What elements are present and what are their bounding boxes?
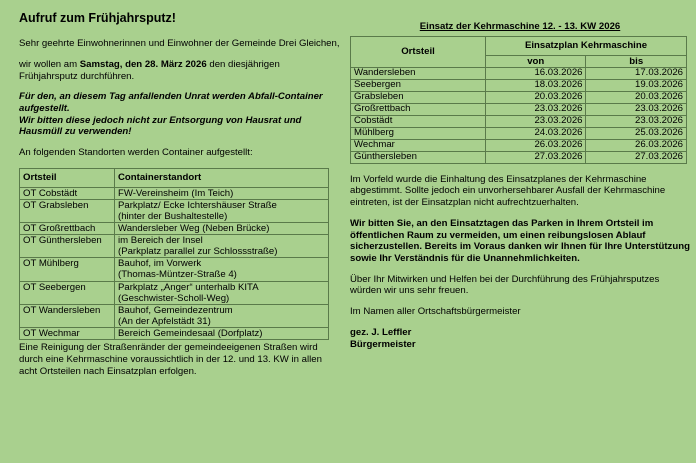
schedule-note: Im Vorfeld wurde die Einhaltung des Einsatzplanes der Kehrmaschine abgestimmt. Sollte jedoch ein unvorhersehbarer Ausfall der Kehrmaschine eintreten, ist der Einsatzplan nicht aufrechtzuerhalten. bbox=[350, 173, 666, 209]
standort-line: Bauhof, Gemeindezentrum bbox=[118, 304, 233, 316]
schedule-ortsteil: Mühlberg bbox=[351, 128, 486, 140]
location-standort bbox=[115, 328, 329, 340]
standort-line: Bereich Gemeindesaal (Dorfplatz) bbox=[118, 328, 263, 340]
thanks-text: Über Ihr Mitwirken und Helfen bei der Durchführung des Frühjahrsputzes würden wir uns sehr freuen. bbox=[350, 273, 660, 297]
schedule-bis: 25.03.2026 bbox=[586, 128, 687, 140]
table-row bbox=[20, 187, 329, 199]
schedule-von: 24.03.2026 bbox=[486, 128, 586, 140]
schedule-header-von: von bbox=[486, 55, 586, 68]
table-row bbox=[351, 128, 687, 140]
schedule-von: 26.03.2026 bbox=[486, 139, 586, 151]
schedule-header-plan: Einsatzplan Kehrmaschine bbox=[486, 36, 687, 55]
intro-post: den diesjährigen Frühjahrsputz durchführen. bbox=[19, 58, 280, 82]
page-title: Aufruf zum Frühjahrsputz! bbox=[19, 11, 176, 25]
location-ortsteil: OT Günthersleben bbox=[20, 235, 115, 258]
schedule-bis: 17.03.2026 bbox=[586, 68, 687, 80]
location-ortsteil: OT Cobstädt bbox=[20, 187, 115, 199]
schedule-von: 23.03.2026 bbox=[486, 116, 586, 128]
standort-line: Parkplatz/ Ecke Ichtershäuser Straße bbox=[118, 199, 277, 211]
schedule-ortsteil: Seebergen bbox=[351, 80, 486, 92]
standort-line: (An der Apfelstädt 31) bbox=[118, 315, 211, 327]
table-row bbox=[20, 199, 329, 222]
notice-line-1: Für den, an diesem Tag anfallenden Unrat werden Abfall-Container aufgestellt. bbox=[19, 91, 323, 115]
location-standort bbox=[115, 199, 329, 222]
schedule-ortsteil: Wandersleben bbox=[351, 68, 486, 80]
parking-request: Wir bitten Sie, an den Einsatztagen das Parken in Ihrem Ortsteil im öffentlichen Raum zu vermeiden, um einen reibungslosen Ablauf sicherzustellen. Bereits im Voraus danken wir Ihnen für Ihre Unterstützung sowie Ihr Verständnis für die Unannehmlichkeiten. bbox=[350, 217, 690, 264]
location-ortsteil: OT Mühlberg bbox=[20, 258, 115, 281]
schedule-von: 18.03.2026 bbox=[486, 80, 586, 92]
table-row bbox=[20, 222, 329, 234]
schedule-ortsteil: Günthersleben bbox=[351, 151, 486, 163]
signature-name: gez. J. Leffler bbox=[350, 326, 412, 338]
location-standort bbox=[115, 187, 329, 199]
location-standort bbox=[115, 281, 329, 304]
locations-table bbox=[19, 168, 329, 340]
schedule-bis: 19.03.2026 bbox=[586, 80, 687, 92]
standort-line: Wandersleber Weg (Neben Brücke) bbox=[118, 222, 270, 234]
standort-line: (Thomas-Müntzer-Straße 4) bbox=[118, 269, 237, 281]
location-ortsteil: OT Grabsleben bbox=[20, 199, 115, 222]
left-column bbox=[19, 11, 341, 377]
schedule-caption: Einsatz der Kehrmaschine 12. - 13. KW 2026 bbox=[419, 21, 621, 32]
schedule-header-ortsteil: Ortsteil bbox=[351, 36, 486, 68]
closing-text: Im Namen aller Ortschaftsbürgermeister bbox=[350, 306, 521, 318]
locations-table-header bbox=[20, 168, 329, 187]
location-standort bbox=[115, 304, 329, 327]
notice-line-2: Wir bitten diese jedoch nicht zur Entsorgung von Hausrat und Hausmüll zu verwenden! bbox=[19, 114, 302, 138]
table-row bbox=[351, 151, 687, 163]
table-row bbox=[20, 258, 329, 281]
greeting-text: Sehr geehrte Einwohnerinnen und Einwohner der Gemeinde Drei Gleichen, bbox=[19, 38, 340, 50]
right-column bbox=[350, 21, 690, 350]
location-standort bbox=[115, 235, 329, 258]
schedule-bis: 27.03.2026 bbox=[586, 151, 687, 163]
table-row bbox=[20, 328, 329, 340]
location-ortsteil: OT Seebergen bbox=[20, 281, 115, 304]
container-notice bbox=[19, 91, 341, 138]
schedule-ortsteil: Wechmar bbox=[351, 139, 486, 151]
schedule-table bbox=[350, 36, 687, 164]
schedule-bis: 23.03.2026 bbox=[586, 104, 687, 116]
table-row bbox=[351, 139, 687, 151]
location-standort bbox=[115, 222, 329, 234]
schedule-von: 23.03.2026 bbox=[486, 104, 586, 116]
standort-line: Parkplatz „Anger“ unterhalb KITA bbox=[118, 281, 259, 293]
schedule-ortsteil: Großrettbach bbox=[351, 104, 486, 116]
schedule-bis: 20.03.2026 bbox=[586, 92, 687, 104]
standort-line: im Bereich der Insel bbox=[118, 235, 203, 247]
intro-text bbox=[19, 59, 341, 82]
street-cleaning-note: Eine Reinigung der Straßenränder der gemeindeeigenen Straßen wird durch eine Kehrmaschine voraussichtlich in der 12. und 13. KW in allen acht Ortsteilen nach Einsatzplan erfolgen. bbox=[19, 342, 322, 377]
table-row bbox=[351, 116, 687, 128]
location-ortsteil: OT Wechmar bbox=[20, 328, 115, 340]
standort-line: (hinter der Bushaltestelle) bbox=[118, 210, 228, 222]
intro-date: Samstag, den 28. März 2026 bbox=[79, 58, 207, 70]
intro-pre: wir wollen am bbox=[19, 58, 80, 70]
signature-title: Bürgermeister bbox=[350, 338, 416, 350]
location-ortsteil: OT Großrettbach bbox=[20, 222, 115, 234]
standort-line: FW-Vereinsheim (Im Teich) bbox=[118, 187, 234, 199]
header-containerstandort: Containerstandort bbox=[115, 168, 329, 187]
location-ortsteil: OT Wandersleben bbox=[20, 304, 115, 327]
schedule-header-bis: bis bbox=[586, 55, 687, 68]
schedule-von: 20.03.2026 bbox=[486, 92, 586, 104]
schedule-von: 27.03.2026 bbox=[486, 151, 586, 163]
table-row bbox=[351, 92, 687, 104]
table-row bbox=[20, 281, 329, 304]
schedule-ortsteil: Cobstädt bbox=[351, 116, 486, 128]
standort-line: (Parkplatz parallel zur Schlossstraße) bbox=[118, 246, 278, 258]
table-row bbox=[351, 80, 687, 92]
standort-line: (Geschwister-Scholl-Weg) bbox=[118, 292, 230, 304]
schedule-header-row bbox=[351, 36, 687, 55]
location-standort bbox=[115, 258, 329, 281]
schedule-von: 16.03.2026 bbox=[486, 68, 586, 80]
schedule-bis: 23.03.2026 bbox=[586, 116, 687, 128]
table-row bbox=[20, 235, 329, 258]
standort-line: Bauhof, im Vorwerk bbox=[118, 258, 202, 270]
table-row bbox=[20, 304, 329, 327]
table-row bbox=[351, 104, 687, 116]
schedule-bis: 26.03.2026 bbox=[586, 139, 687, 151]
locations-intro: An folgenden Standorten werden Container aufgestellt: bbox=[19, 147, 253, 159]
schedule-ortsteil: Grabsleben bbox=[351, 92, 486, 104]
table-row bbox=[351, 68, 687, 80]
header-ortsteil: Ortsteil bbox=[20, 168, 115, 187]
